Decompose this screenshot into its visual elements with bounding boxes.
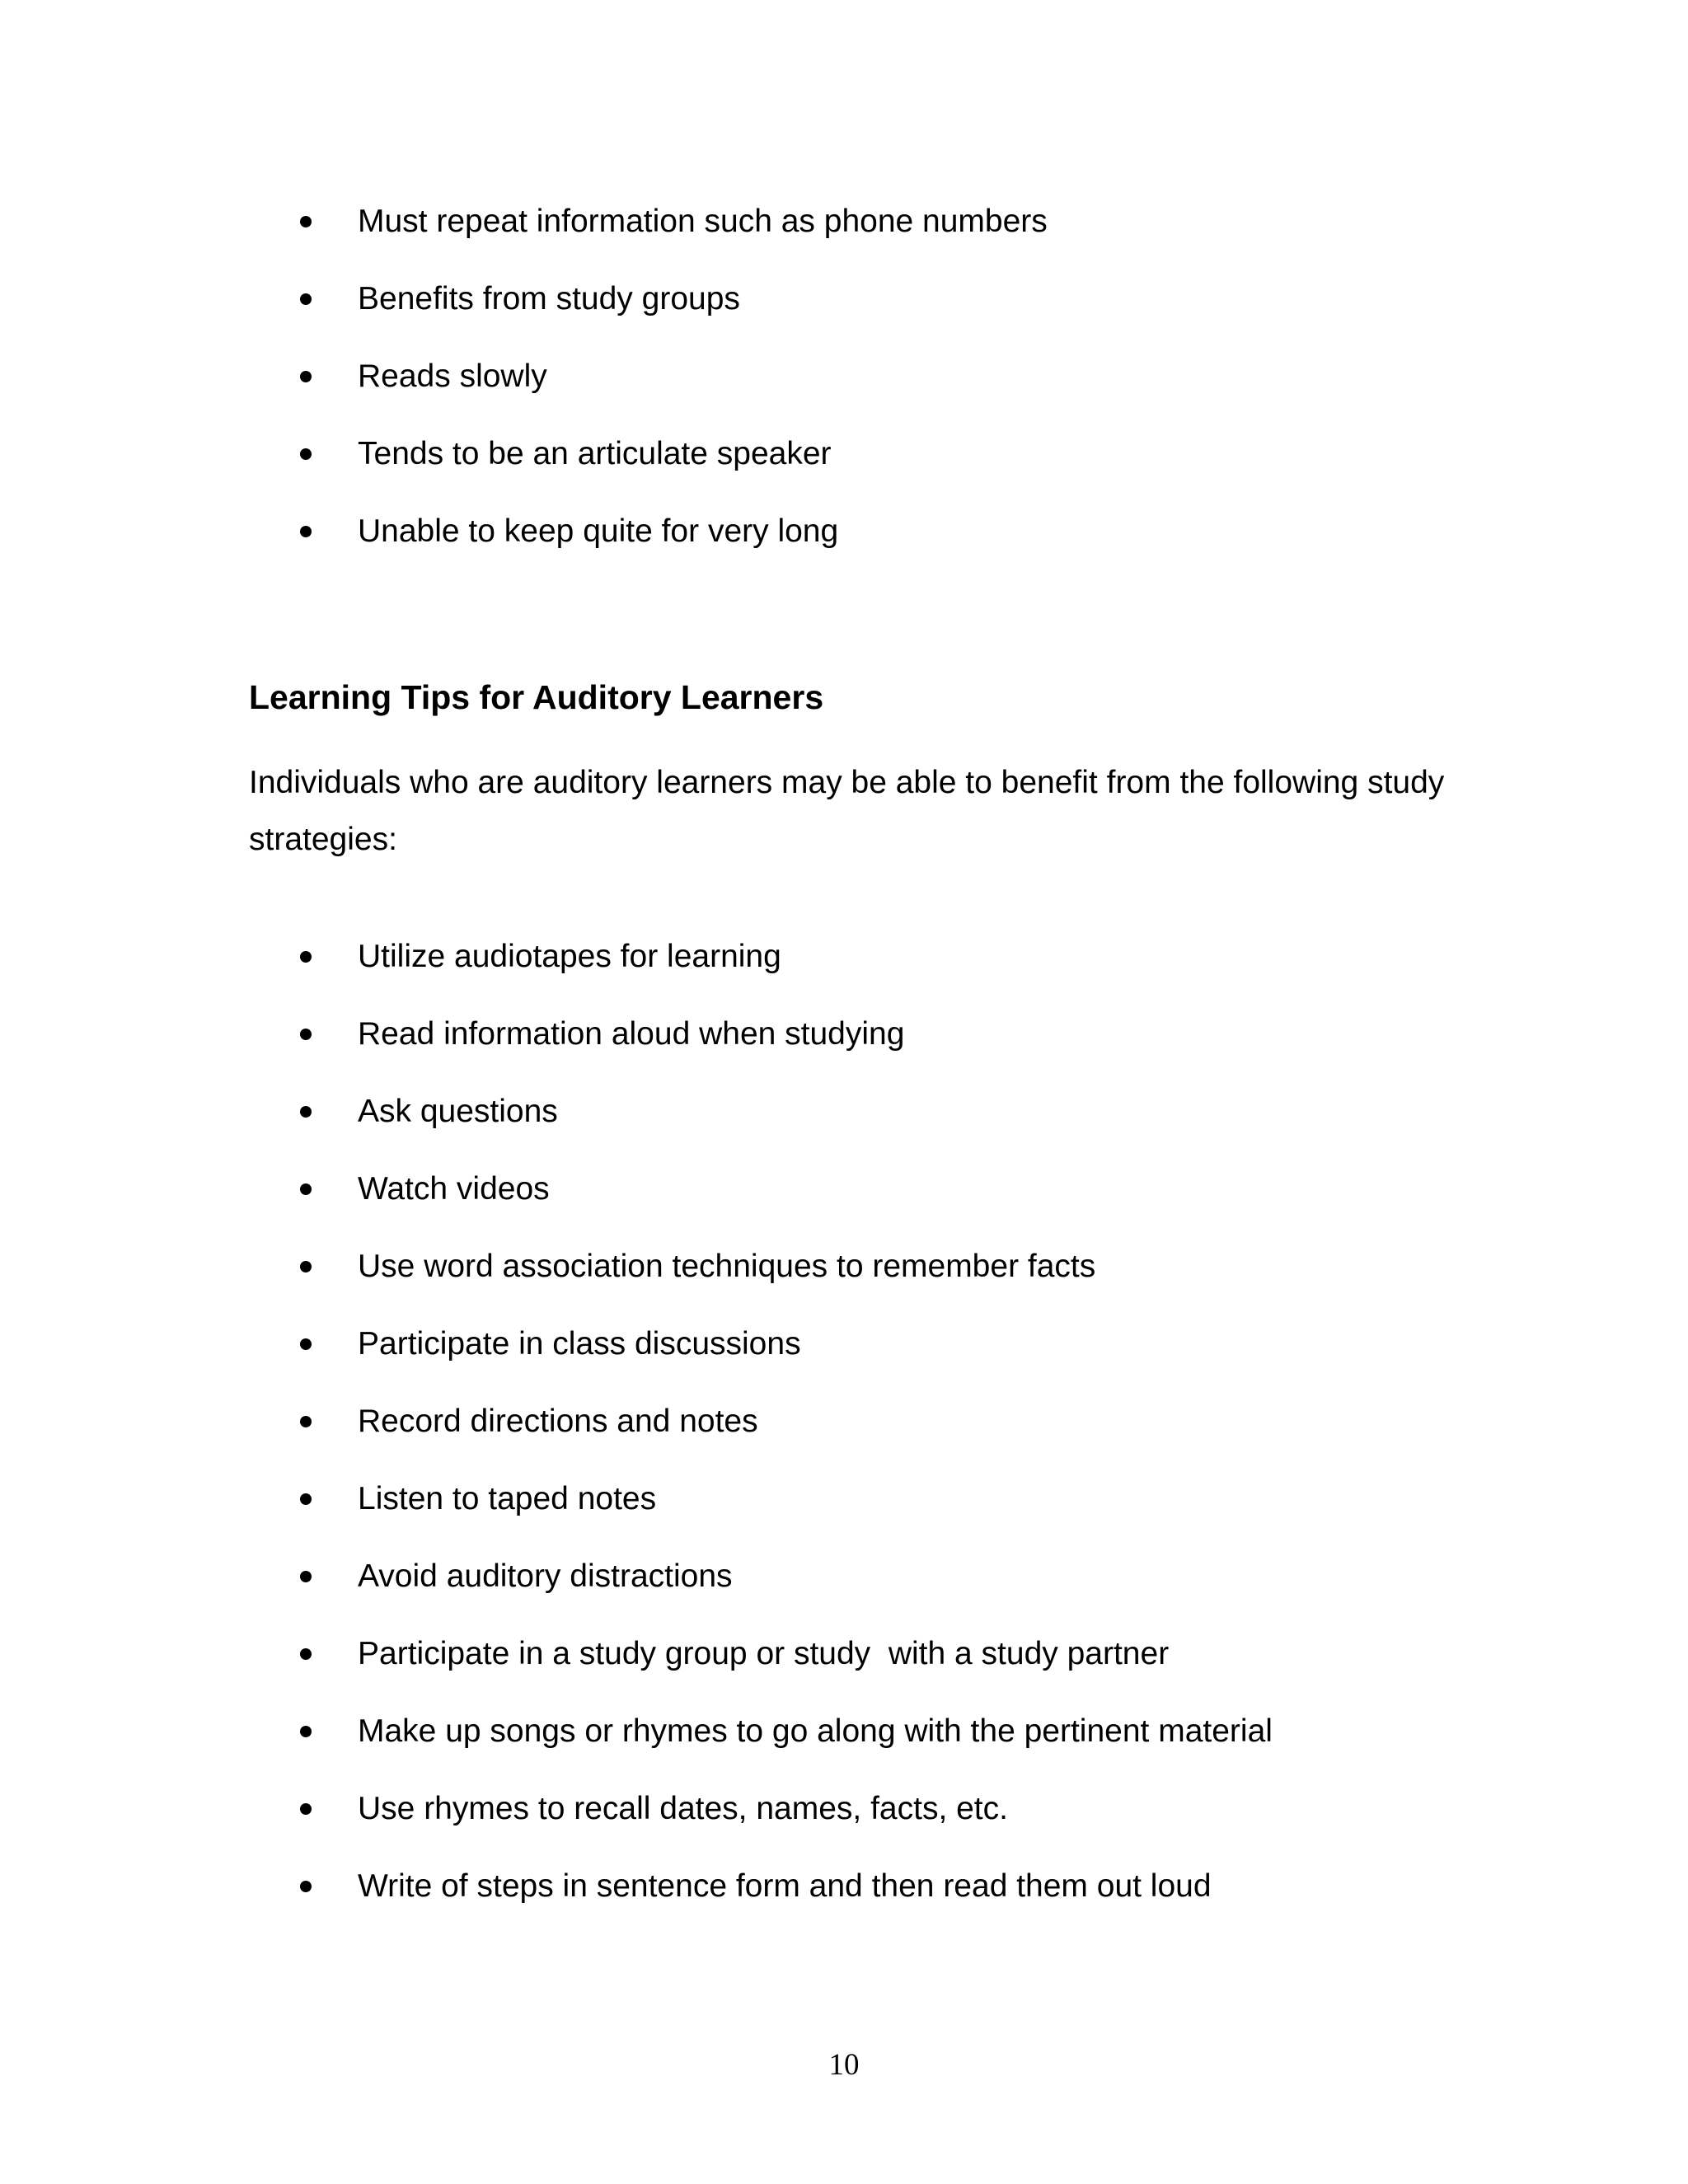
- bullet-icon: [300, 1261, 312, 1272]
- bullet-icon: [300, 526, 312, 537]
- list-item-text: Benefits from study groups: [358, 281, 740, 316]
- bullet-icon: [300, 1106, 312, 1118]
- bullet-icon: [300, 951, 312, 963]
- section-heading: Learning Tips for Auditory Learners: [249, 678, 824, 716]
- bullet-icon: [300, 1183, 312, 1195]
- bullet-icon: [300, 1571, 312, 1582]
- list-item-text: Utilize audiotapes for learning: [358, 939, 781, 974]
- bullet-icon: [300, 1648, 312, 1660]
- section-intro: Individuals who are auditory learners may be able to benefit from the following study strategies:: [249, 765, 1445, 857]
- list-item-text: Make up songs or rhymes to go along with the pertinent material: [358, 1713, 1273, 1749]
- bullet-icon: [300, 448, 312, 460]
- list-item-text: Use rhymes to recall dates, names, facts, etc.: [358, 1791, 1008, 1826]
- list-item-text: Must repeat information such as phone numbers: [358, 204, 1048, 239]
- list-item-text: Unable to keep quite for very long: [358, 513, 839, 549]
- bullet-icon: [300, 371, 312, 382]
- bullet-icon: [300, 1493, 312, 1505]
- list-item-text: Use word association techniques to remember facts: [358, 1249, 1096, 1284]
- bullet-icon: [300, 1338, 312, 1350]
- list-item-text: Read information aloud when studying: [358, 1016, 905, 1052]
- bullet-icon: [300, 293, 312, 305]
- list-item-text: Ask questions: [358, 1094, 558, 1129]
- bullet-icon: [300, 1881, 312, 1892]
- list-item-text: Participate in class discussions: [358, 1326, 801, 1361]
- list-item-text: Tends to be an articulate speaker: [358, 436, 832, 471]
- page-number: 10: [828, 2048, 860, 2082]
- list-item-text: Listen to taped notes: [358, 1481, 657, 1516]
- list-item-text: Record directions and notes: [358, 1404, 758, 1439]
- bullet-icon: [300, 216, 312, 227]
- bullet-icon: [300, 1416, 312, 1427]
- list-item-text: Reads slowly: [358, 359, 547, 394]
- bullet-icon: [300, 1803, 312, 1815]
- bullet-icon: [300, 1029, 312, 1040]
- list-item-text: Participate in a study group or study with a study partner: [358, 1636, 1170, 1671]
- bullet-icon: [300, 1726, 312, 1737]
- list-item-text: Watch videos: [358, 1171, 550, 1207]
- list-item-text: Avoid auditory distractions: [358, 1558, 733, 1594]
- list-item-text: Write of steps in sentence form and then read them out loud: [358, 1868, 1212, 1904]
